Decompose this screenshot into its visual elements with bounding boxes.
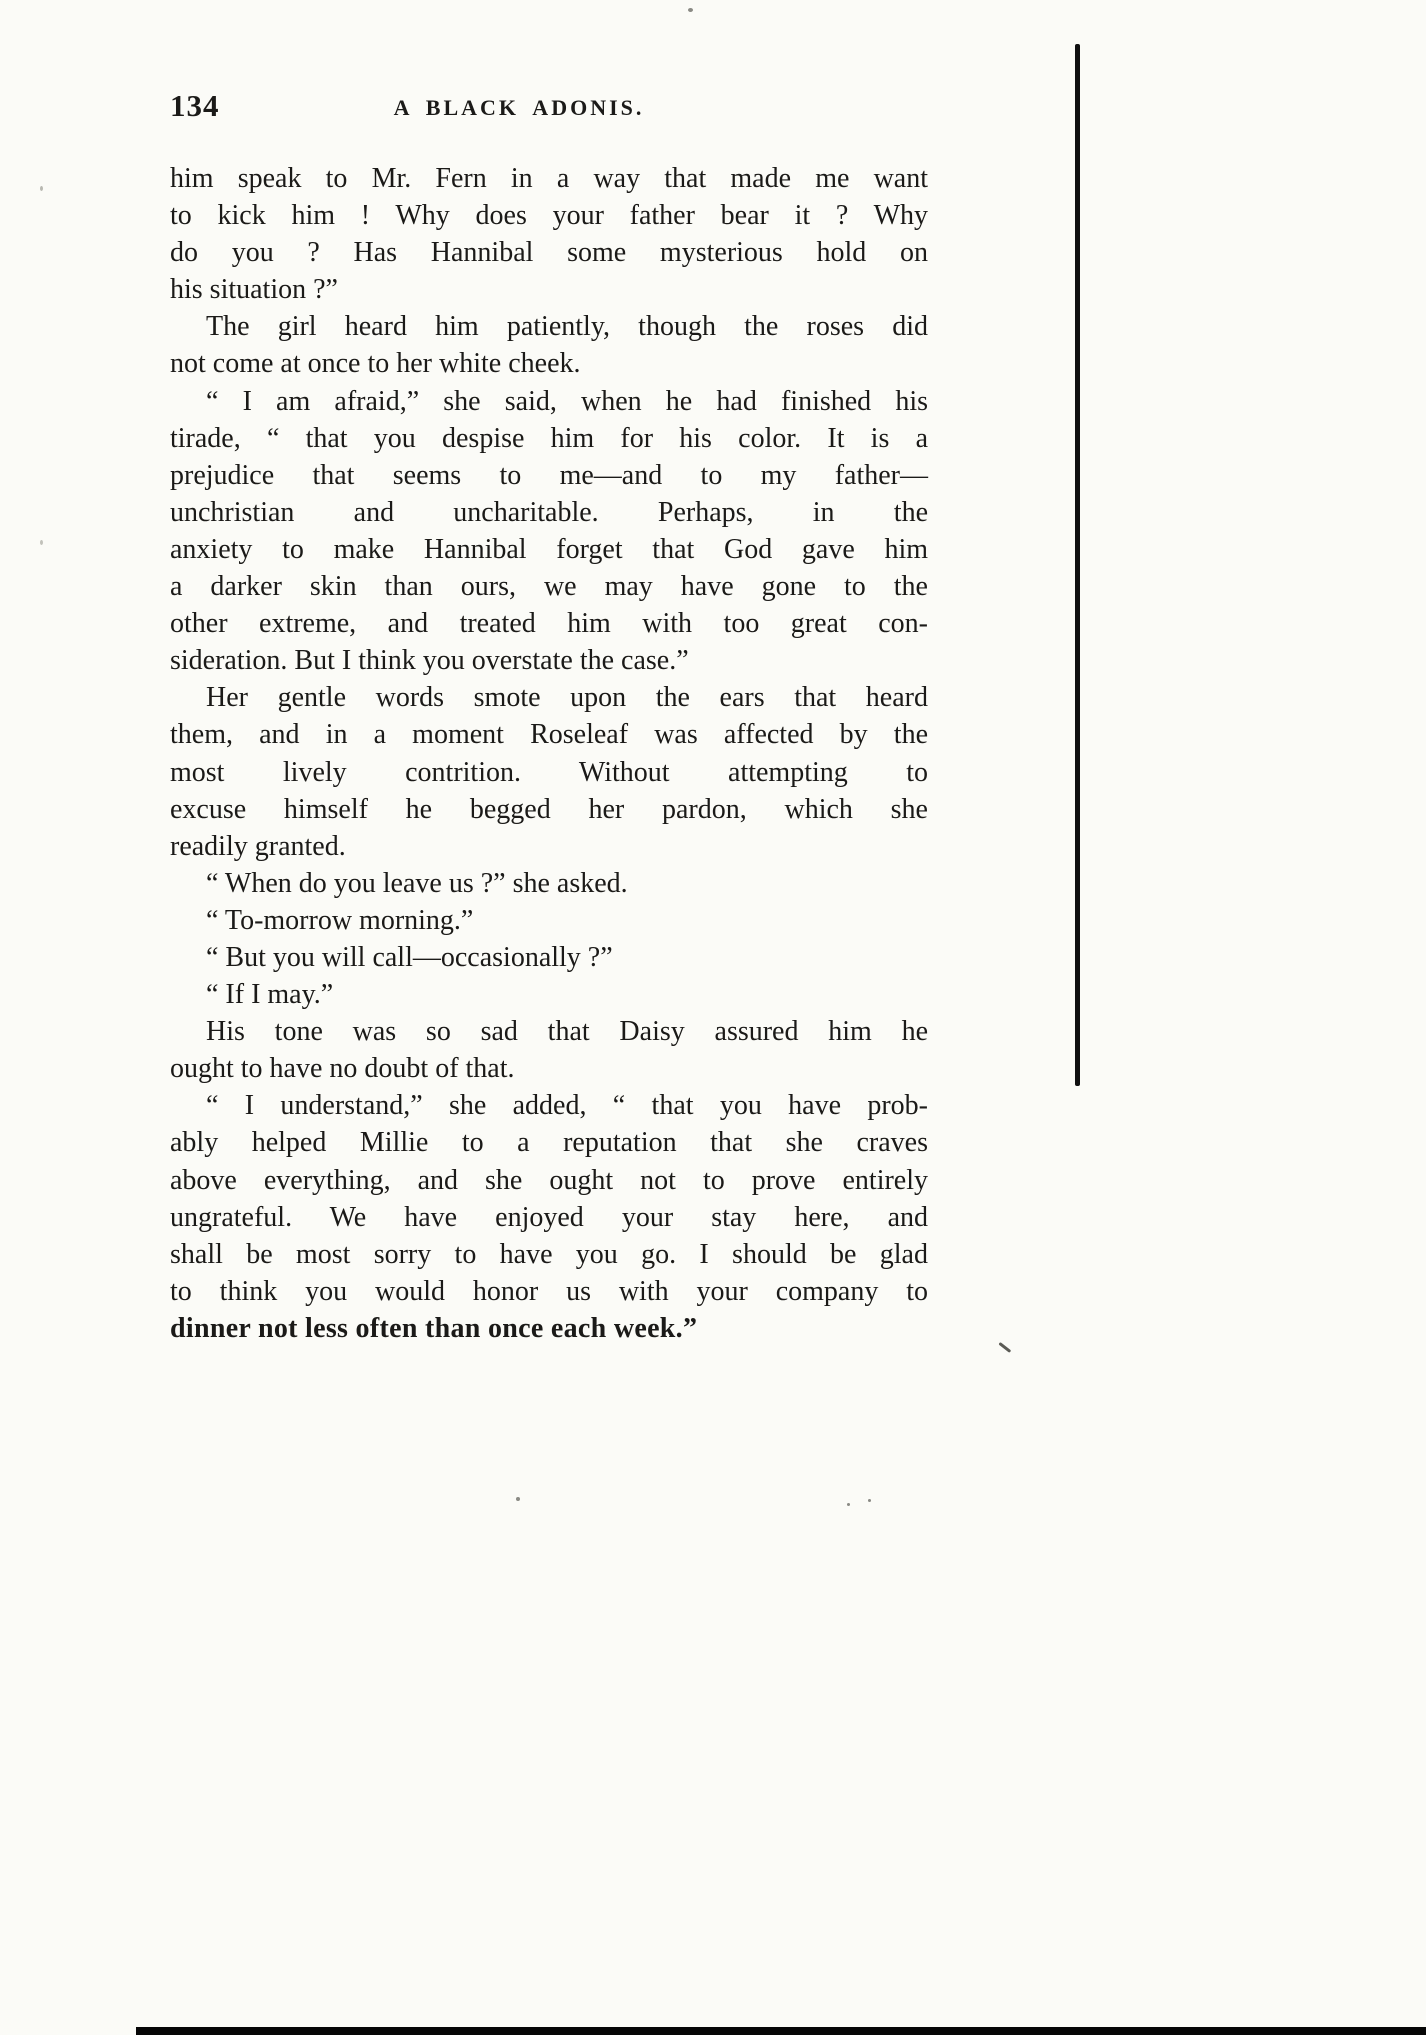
text-line: do you ? Has Hannibal some mysterious hold on (170, 237, 928, 269)
text-line: above everything, and she ought not to prove entirely (170, 1164, 928, 1196)
text-line: “ I am afraid,” she said, when he had finished his (206, 385, 928, 417)
text-line: “ I understand,” she added, “ that you have prob- (206, 1090, 928, 1122)
scan-speck (847, 1503, 850, 1506)
text-line: Her gentle words smote upon the ears that heard (206, 682, 928, 714)
text-line: ungrateful. We have enjoyed your stay here, and (170, 1201, 928, 1233)
running-title: A BLACK ADONIS. (393, 95, 645, 120)
text-line: him speak to Mr. Fern in a way that made me want (170, 163, 928, 194)
text-line: The girl heard him patiently, though the roses did (206, 311, 928, 343)
text-line: readily granted. (170, 830, 346, 862)
page-number: 134 (170, 88, 220, 123)
text-line: excuse himself he begged her pardon, which she (170, 793, 928, 825)
text-line: shall be most sorry to have you go. I should be glad (170, 1238, 928, 1270)
text-line: dinner not less often than once each week.” (170, 1312, 698, 1344)
text-line: prejudice that seems to me—and to my father— (170, 459, 928, 491)
text-line: “ To-morrow morning.” (206, 904, 474, 936)
text-line: a darker skin than ours, we may have gone to the (170, 571, 928, 603)
text-line: most lively contrition. Without attempting to (170, 756, 928, 788)
page-header (170, 88, 928, 130)
text-line: ought to have no doubt of that. (170, 1053, 515, 1085)
text-line: his situation ?” (170, 274, 338, 306)
text-line: unchristian and uncharitable. Perhaps, in the (170, 496, 928, 528)
text-line: not come at once to her white cheek. (170, 348, 581, 380)
text-line: to kick him ! Why does your father bear it ? Why (170, 200, 928, 232)
scan-speck (868, 1499, 871, 1502)
text-line: ably helped Millie to a reputation that she craves (170, 1127, 928, 1159)
text-line: to think you would honor us with your company to (170, 1275, 928, 1307)
text-line: His tone was so sad that Daisy assured him he (206, 1016, 928, 1048)
scan-speck (516, 1497, 520, 1501)
text-line: “ If I may.” (206, 979, 334, 1011)
text-line: sideration. But I think you overstate the case.” (170, 645, 689, 677)
body-text (170, 160, 928, 1347)
text-line: “ When do you leave us ?” she asked. (206, 867, 628, 899)
scan-stray-mark (999, 1342, 1012, 1353)
text-line: anxiety to make Hannibal forget that God gave him (170, 533, 928, 565)
scan-bottom-edge (136, 2027, 1426, 2035)
binding-shadow-line (1075, 44, 1080, 1086)
text-line: them, and in a moment Roseleaf was affected by the (170, 719, 928, 751)
scan-speck (688, 8, 693, 12)
scan-speck (40, 540, 43, 545)
scan-speck (40, 186, 43, 191)
text-line: “ But you will call—occasionally ?” (206, 941, 613, 973)
text-line: tirade, “ that you despise him for his color. It is a (170, 422, 928, 454)
text-line: other extreme, and treated him with too great con- (170, 608, 928, 640)
